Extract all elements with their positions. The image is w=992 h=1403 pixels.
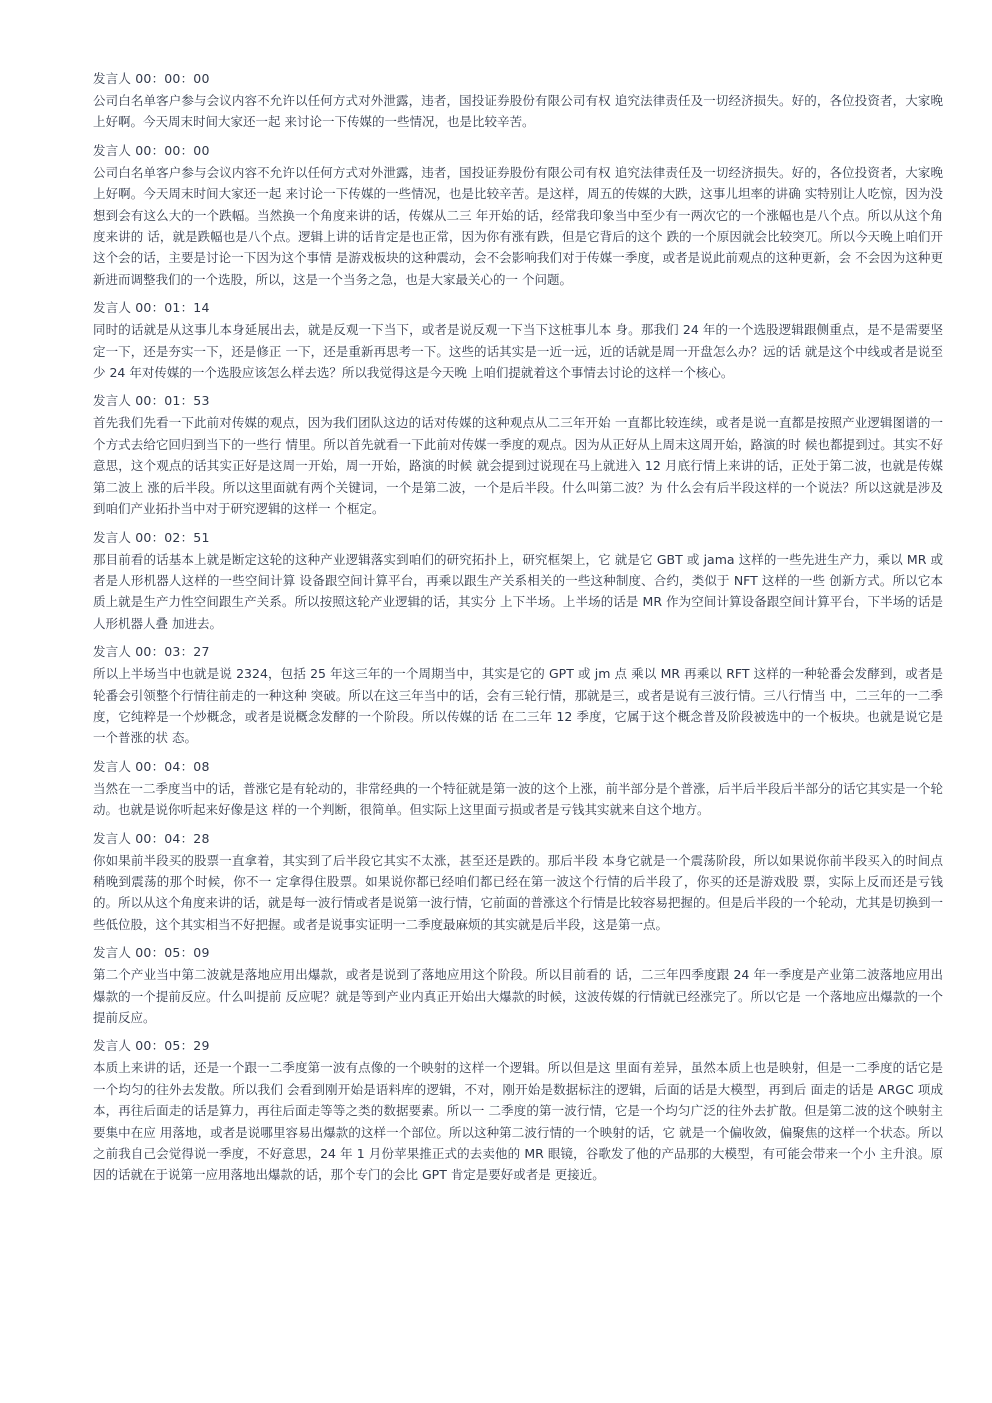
transcript-segment (93, 529, 943, 635)
speaker-timestamp: 发言人 00：04：28 (93, 830, 210, 846)
speaker-timestamp: 发言人 00：05：29 (93, 1038, 210, 1054)
transcript-segment (93, 142, 943, 290)
speaker-timestamp: 发言人 00：05：09 (93, 945, 210, 961)
speaker-timestamp: 发言人 00：00：00 (93, 142, 210, 158)
transcript-segment (93, 758, 943, 821)
segment-text: 公司白名单客户参与会议内容不允许以任何方式对外泄露，违者，国投证券股份有限公司有权 追究法律责任及一切经济损失。好的，各位投资者，大家晚上好啊。今天周末时间大家还一起 来讨论一下传媒的一些情况，也是比较辛苦。 (93, 93, 943, 130)
speaker-timestamp: 发言人 00：04：08 (93, 758, 210, 774)
transcript-segment (93, 70, 943, 133)
segment-text: 那目前看的话基本上就是断定这轮的这种产业逻辑落实到咱们的研究拓扑上，研究框架上，它 就是它 GBT 或 jama 这样的一些先进生产力，乘以 MR 或者是人形机器人这样的一些空间计算 设备跟空间计算平台，再乘以跟生产关系相关的一些这种制度、合约，类似于 NFT 这样的一些 创新方式。所以它本质上就是生产力性空间跟生产关系。所以按照这轮产业逻辑的话，其实分 上下半场。上半场的话是 MR 作为空间计算设备跟空间计算平台，下半场的话是人形机器人叠 加进去。 (93, 551, 943, 631)
segment-text: 首先我们先看一下此前对传媒的观点，因为我们团队这边的话对传媒的这种观点从二三年开始 一直都比较连续，或者是说一直都是按照产业逻辑图谱的一个方式去给它回归到当下的一些行 情里。所以首先就看一下此前对传媒一季度的观点。因为从正好从上周末这周开始，路演的时 候也都提到过。其实不好意思，这个观点的话其实正好是这周一开始，周一开始，路演的时候 就会提到过说现在马上就进入 12 月底行情上来讲的话，正处于第二波，也就是传媒第二波上 涨的后半段。所以这里面就有两个关键词，一个是第二波，一个是后半段。什么叫第二波？为 什么会有后半段这样的一个说法？所以这就是涉及到咱们产业拓扑当中对于研究逻辑的这样一 个框定。 (93, 415, 943, 517)
speaker-timestamp: 发言人 00：02：51 (93, 529, 210, 545)
transcript-segment (93, 392, 943, 519)
segment-text: 当然在一二季度当中的话，普涨它是有轮动的，非常经典的一个特征就是第一波的这个上涨，前半部分是个普涨，后半后半段后半部分的话它其实是一个轮动。也就是说你听起来好像是这 样的一个判断，很简单。但实际上这里面亏损或者是亏钱其实就来自这个地方。 (93, 780, 944, 818)
speaker-timestamp: 发言人 00：01：53 (93, 393, 210, 409)
segment-text: 你如果前半段买的股票一直拿着，其实到了后半段它其实不太涨，甚至还是跌的。那后半段 本身它就是一个震荡阶段，所以如果说你前半段买入的时间点稍晚到震荡的那个时候，你不一 定拿得住股票。如果说你都已经咱们都已经在第一波这个行情的后半段了，你买的还是游戏股 票，实际上反而还是亏钱的。所以从这个角度来讲的话，就是每一波行情或者是说第一波行情，它前面的普涨这个行情是比较容易把握的。但是后半段的一个轮动，尤其是切换到一些低位股，这个其实相当不好把握。或者是说事实证明一二季度最麻烦的其实就是后半段，这是第一点。 (93, 852, 944, 932)
segment-text: 所以上半场当中也就是说 2324，包括 25 年这三年的一个周期当中，其实是它的 GPT 或 jm 点 乘以 MR 再乘以 RFT 这样的一种轮番会发酵到，或者是轮番会引领整个行情往前走的一种这种 突破。所以在这三年当中的话，会有三轮行情，那就是三，或者是说有三波行情。三八行情当 中，二三年的一二季度，它纯粹是一个炒概念，或者是说概念发酵的一个阶段。所以传媒的话 在二三年 12 季度，它属于这个概念普及阶段被选中的一个板块。也就是说它是一个普涨的状 态。 (93, 666, 943, 746)
segment-text: 第二个产业当中第二波就是落地应用出爆款，或者是说到了落地应用这个阶段。所以目前看的 话，二三年四季度跟 24 年一季度是产业第二波落地应用出爆款的一个提前反应。什么叫提前 反应呢？就是等到产业内真正开始出大爆款的时候，这波传媒的行情就已经涨完了。所以它是 一个落地应出爆款的一个提前反应。 (93, 967, 943, 1025)
transcript-segment (93, 944, 943, 1028)
segment-text: 本质上来讲的话，还是一个跟一二季度第一波有点像的一个映射的这样一个逻辑。所以但是这 里面有差异，虽然本质上也是映射，但是一二季度的话它是一个均匀的往外去发散。所以我们 会看到刚开始是语料库的逻辑，不对，刚开始是数据标注的逻辑，后面的话是大模型，再到后 面走的话是 ARGC 项成本，再往后面走的话是算力，再往后面走等等之类的数据要素。所以一 二季度的第一波行情，它是一个均匀广泛的往外去扩散。但是第二波的这个映射主要集中在应 用落地，或者是说哪里容易出爆款的这样一个部位。所以这种第二波行情的一个映射的话，它 就是一个偏收敛，偏聚焦的这样一个状态。所以之前我自己会觉得说一季度，不好意思，24 年 1 月份苹果推正式的去卖他的 MR 眼镜，谷歌发了他的产品那的大模型，有可能会带来一个小 主升浪。原因的话就在于说第一应用落地出爆款的话，那个专门的会比 GPT 肯定是要好或者是 更接近。 (93, 1060, 943, 1183)
transcript-segment (93, 299, 943, 383)
transcript-segment (93, 1037, 943, 1185)
transcript-page (93, 70, 943, 1195)
speaker-timestamp: 发言人 00：01：14 (93, 300, 210, 316)
segment-text: 同时的话就是从这事儿本身延展出去，就是反观一下当下，或者是说反观一下当下这桩事儿本 身。那我们 24 年的一个选股逻辑跟侧重点，是不是需要坚定一下，还是夯实一下，还是修正 一下，还是重新再思考一下。这些的话其实是一近一远，近的话就是周一开盘怎么办？远的话 就是这个中线或者是说至少 24 年对传媒的一个选股应该怎么样去选？所以我觉得这是今天晚 上咱们提就着这个事情去讨论的这样一个核心。 (93, 322, 943, 381)
speaker-timestamp: 发言人 00：03：27 (93, 644, 210, 660)
segment-text: 公司白名单客户参与会议内容不允许以任何方式对外泄露，违者，国投证券股份有限公司有权 追究法律责任及一切经济损失。好的，各位投资者，大家晚上好啊。今天周末时间大家还一起 来讨论一下传媒的一些情况，也是比较辛苦。是这样，周五的传媒的大跌，这事儿坦率的讲确 实特别让人吃惊，因为没想到会有这么大的一个跌幅。当然换一个角度来讲的话，传媒从二三 年开始的话，经常我印象当中至少有一两次它的一个涨幅也是八个点。所以从这个角度来讲的 话，就是跌幅也是八个点。逻辑上讲的话肯定是也正常，因为你有涨有跌，但是它背后的这个 跌的一个原因就会比较突兀。所以今天晚上咱们开这个会的话，主要是讨论一下因为这个事情 是游戏板块的这种震动，会不会影响我们对于传媒一季度，或者是说此前观点的这种更新，会 不会因为这种更新进而调整我们的一个选股，所以，这是一个当务之急，也是大家最关心的一 个问题。 (93, 164, 943, 287)
transcript-segment (93, 830, 943, 936)
speaker-timestamp: 发言人 00：00：00 (93, 71, 210, 86)
transcript-segment (93, 643, 943, 749)
